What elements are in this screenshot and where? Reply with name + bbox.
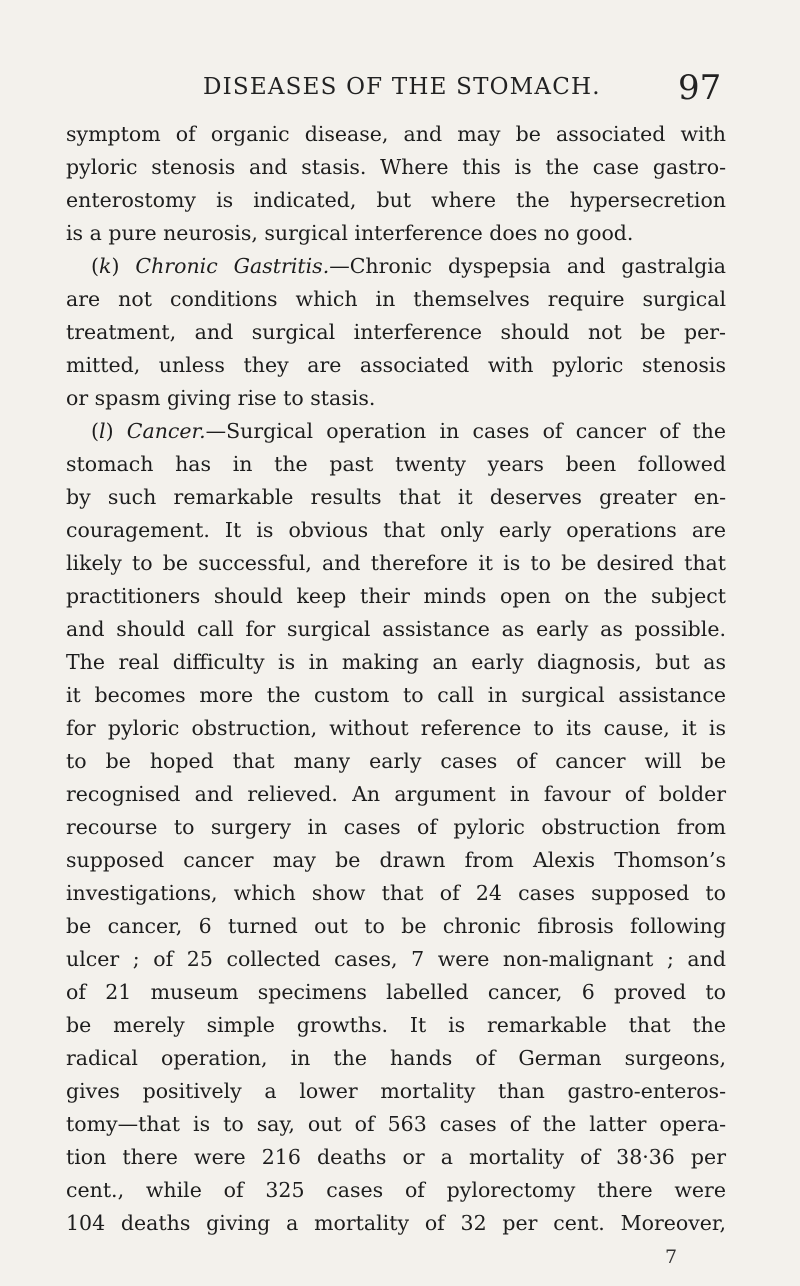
page-header: [0, 68, 800, 112]
text-line: is a pure neurosis, surgical interference does no good.: [66, 221, 634, 245]
text-line: be cancer, 6 turned out to be chronic fibrosis following: [66, 914, 726, 938]
text-line: supposed cancer may be drawn from Alexis Thomson’s: [66, 848, 726, 872]
text-line: pyloric stenosis and stasis. Where this is the case gastro-: [66, 155, 726, 179]
text-line: likely to be successful, and therefore it is to be desired that: [66, 551, 726, 575]
text-line: are not conditions which in themselves require surgical: [66, 287, 726, 311]
section-heading-line: (l) Cancer.—Surgical operation in cases of cancer of the: [91, 419, 726, 443]
signature-mark: 7: [665, 1246, 678, 1268]
text-line: by such remarkable results that it deserves greater en-: [66, 485, 726, 509]
text-line: or spasm giving rise to stasis.: [66, 386, 376, 410]
text-line: 104 deaths giving a mortality of 32 per cent. Moreover,: [66, 1211, 726, 1235]
text-line: mitted, unless they are associated with pyloric stenosis: [66, 353, 726, 377]
section-letter: l: [99, 419, 106, 443]
text-line: symptom of organic disease, and may be associated with: [66, 122, 726, 146]
text-line: The real difficulty is in making an early diagnosis, but as: [66, 650, 726, 674]
text-line: stomach has in the past twenty years been followed: [66, 452, 726, 476]
text-line: it becomes more the custom to call in surgical assistance: [66, 683, 726, 707]
text-line: recognised and relieved. An argument in favour of bolder: [66, 782, 726, 806]
text-line: enterostomy is indicated, but where the hypersecretion: [66, 188, 726, 212]
page-number: 97: [678, 68, 722, 108]
text-line: investigations, which show that of 24 cases supposed to: [66, 881, 726, 905]
text-line: tomy—that is to say, out of 563 cases of the latter opera-: [66, 1112, 726, 1136]
section-title: Chronic Gastritis.: [135, 254, 330, 278]
text-line: cent., while of 325 cases of pylorectomy there were: [66, 1178, 726, 1202]
text-line: ulcer ; of 25 collected cases, 7 were non-malignant ; and: [66, 947, 726, 971]
text-line: gives positively a lower mortality than gastro-enteros-: [66, 1079, 726, 1103]
section-title: Cancer.: [126, 419, 206, 443]
section-letter: k: [99, 254, 112, 278]
text-line: and should call for surgical assistance as early as possible.: [66, 617, 726, 641]
text-line: treatment, and surgical interference should not be per-: [66, 320, 726, 344]
text-line: tion there were 216 deaths or a mortality of 38·36 per: [66, 1145, 726, 1169]
text-line: be merely simple growths. It is remarkable that the: [66, 1013, 726, 1037]
section-heading-line: (k) Chronic Gastritis.—Chronic dyspepsia and gastralgia: [91, 254, 726, 278]
text-line: of 21 museum specimens labelled cancer, 6 proved to: [66, 980, 726, 1004]
text-line: for pyloric obstruction, without reference to its cause, it is: [66, 716, 726, 740]
text-line: couragement. It is obvious that only early operations are: [66, 518, 726, 542]
body-text: [66, 118, 726, 1240]
text-line: practitioners should keep their minds open on the subject: [66, 584, 726, 608]
text-line: recourse to surgery in cases of pyloric obstruction from: [66, 815, 726, 839]
running-head: DISEASES OF THE STOMACH.: [203, 74, 601, 100]
text-line: radical operation, in the hands of German surgeons,: [66, 1046, 726, 1070]
text-line: to be hoped that many early cases of cancer will be: [66, 749, 726, 773]
